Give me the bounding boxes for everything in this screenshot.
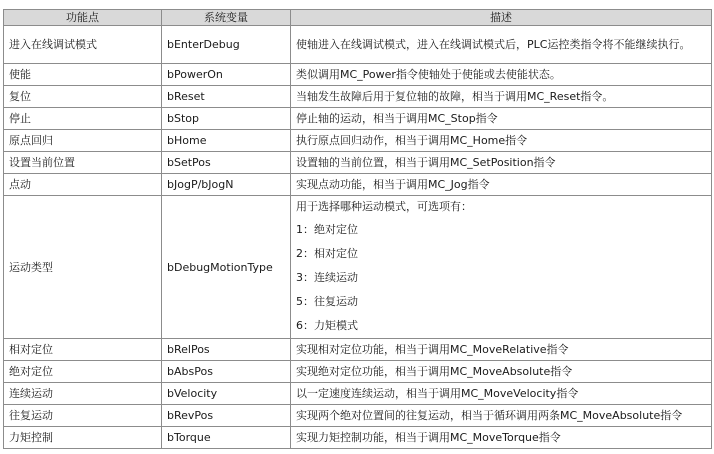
- table-body: [4, 26, 712, 449]
- motion-type-option: 2：相对定位: [296, 247, 358, 260]
- table-row: [4, 64, 712, 86]
- variable-cell: bHome: [162, 130, 291, 152]
- variable-cell: bRevPos: [162, 405, 291, 427]
- feature-cell: 原点回归: [4, 130, 162, 152]
- table-row: [4, 130, 712, 152]
- table-row: [4, 152, 712, 174]
- feature-cell: 使能: [4, 64, 162, 86]
- description-cell: 以一定速度连续运动，相当于调用MC_MoveVelocity指令: [291, 383, 712, 405]
- variable-cell: bDebugMotionType: [162, 196, 291, 339]
- feature-cell: 设置当前位置: [4, 152, 162, 174]
- table-row: [4, 339, 712, 361]
- table-row: [4, 86, 712, 108]
- system-variable-table: [3, 9, 712, 449]
- feature-cell: 停止: [4, 108, 162, 130]
- variable-cell: bReset: [162, 86, 291, 108]
- variable-cell: bAbsPos: [162, 361, 291, 383]
- variable-cell: bRelPos: [162, 339, 291, 361]
- feature-cell: 运动类型: [4, 196, 162, 339]
- description-cell: 当轴发生故障后用于复位轴的故障，相当于调用MC_Reset指令。: [291, 86, 712, 108]
- description-cell: 实现力矩控制功能，相当于调用MC_MoveTorque指令: [291, 427, 712, 449]
- description-cell: 实现相对定位功能，相当于调用MC_MoveRelative指令: [291, 339, 712, 361]
- variable-cell: bEnterDebug: [162, 26, 291, 64]
- table-row: [4, 427, 712, 449]
- variable-cell: bTorque: [162, 427, 291, 449]
- table-row: [4, 26, 712, 64]
- variable-cell: bSetPos: [162, 152, 291, 174]
- motion-type-option: 3：连续运动: [296, 271, 358, 284]
- variable-cell: bVelocity: [162, 383, 291, 405]
- table-header: [4, 10, 712, 26]
- feature-cell: 力矩控制: [4, 427, 162, 449]
- table-row: [4, 196, 712, 339]
- feature-cell: 点动: [4, 174, 162, 196]
- feature-cell: 绝对定位: [4, 361, 162, 383]
- table-row: [4, 361, 712, 383]
- description-cell: 使轴进入在线调试模式，进入在线调试模式后，PLC运控类指令将不能继续执行。: [291, 26, 712, 64]
- variable-cell: bJogP/bJogN: [162, 174, 291, 196]
- description-cell: 实现绝对定位功能，相当于调用MC_MoveAbsolute指令: [291, 361, 712, 383]
- table-row: [4, 174, 712, 196]
- description-cell: 停止轴的运动，相当于调用MC_Stop指令: [291, 108, 712, 130]
- header-row: [4, 10, 712, 26]
- motion-type-intro: 用于选择哪种运动模式，可选项有：: [296, 200, 472, 213]
- header-variable: 系统变量: [162, 10, 291, 26]
- feature-cell: 相对定位: [4, 339, 162, 361]
- feature-cell: 进入在线调试模式: [4, 26, 162, 64]
- feature-cell: 连续运动: [4, 383, 162, 405]
- feature-cell: 复位: [4, 86, 162, 108]
- description-cell: 设置轴的当前位置，相当于调用MC_SetPosition指令: [291, 152, 712, 174]
- motion-type-option: 1：绝对定位: [296, 223, 358, 236]
- feature-cell: 往复运动: [4, 405, 162, 427]
- motion-type-option: 5：往复运动: [296, 295, 358, 308]
- description-cell: 实现两个绝对位置间的往复运动，相当于循环调用两条MC_MoveAbsolute指令: [291, 405, 712, 427]
- header-description: 描述: [291, 10, 712, 26]
- table-row: [4, 383, 712, 405]
- motion-type-option: 6：力矩模式: [296, 319, 358, 332]
- description-cell: [291, 196, 712, 339]
- variable-cell: bStop: [162, 108, 291, 130]
- description-cell: 实现点动功能，相当于调用MC_Jog指令: [291, 174, 712, 196]
- table-row: [4, 108, 712, 130]
- header-feature: 功能点: [4, 10, 162, 26]
- description-cell: 类似调用MC_Power指令使轴处于使能或去使能状态。: [291, 64, 712, 86]
- variable-cell: bPowerOn: [162, 64, 291, 86]
- table-row: [4, 405, 712, 427]
- description-cell: 执行原点回归动作，相当于调用MC_Home指令: [291, 130, 712, 152]
